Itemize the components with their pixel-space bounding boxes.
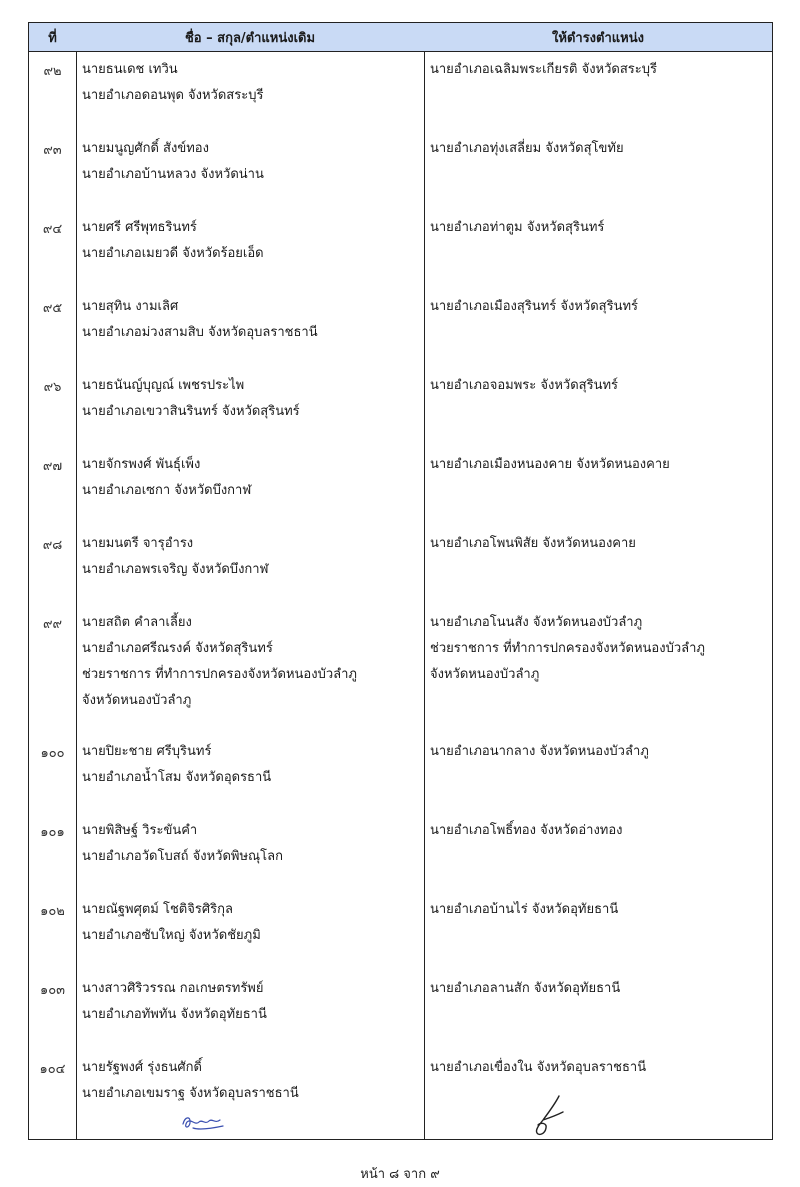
name-line: นายสถิต คำลาเลี้ยง xyxy=(82,615,192,630)
row-number: ๙๓ xyxy=(43,143,62,158)
row-number: ๙๕ xyxy=(42,301,63,316)
table-row xyxy=(29,526,772,605)
new-position-cell xyxy=(424,971,772,1050)
table-row xyxy=(29,368,772,447)
page-number: หน้า ๘ จาก ๙ xyxy=(360,1167,440,1182)
table-row xyxy=(29,892,772,971)
name-line: นายธนันญ์บุญณ์ เพชรประไพ xyxy=(82,378,245,393)
name-cell xyxy=(76,526,424,605)
table-row xyxy=(29,605,772,734)
name-cell xyxy=(76,289,424,368)
row-number: ๙๔ xyxy=(42,222,63,237)
name-line: นายอำเภอซับใหญ่ จังหวัดชัยภูมิ xyxy=(82,928,261,943)
row-number: ๑๐๔ xyxy=(39,1062,66,1077)
table-body xyxy=(29,52,772,1129)
new-position-cell xyxy=(424,131,772,210)
name-line: นายอำเภอม่วงสามสิบ จังหวัดอุบลราชธานี xyxy=(82,325,318,340)
new-position-cell xyxy=(424,813,772,892)
name-line: ช่วยราชการ ที่ทำการปกครองจังหวัดหนองบัวลำภู xyxy=(82,667,357,682)
new-position-cell xyxy=(424,52,772,131)
name-cell xyxy=(76,368,424,447)
name-line: นางสาวศิริวรรณ กอเกษตรทรัพย์ xyxy=(82,981,264,996)
table-row xyxy=(29,52,772,131)
name-line: นายอำเภอทัพทัน จังหวัดอุทัยธานี xyxy=(82,1007,267,1022)
new-position-line: นายอำเภอท่าตูม จังหวัดสุรินทร์ xyxy=(430,220,605,235)
name-line: จังหวัดหนองบัวลำภู xyxy=(82,693,192,708)
table-row xyxy=(29,131,772,210)
new-position-cell xyxy=(424,734,772,813)
name-line: นายรัฐพงศ์ รุ่งธนศักดิ์ xyxy=(82,1060,202,1075)
row-number: ๑๐๒ xyxy=(40,904,65,919)
name-line: นายณัฐพศุตม์ โชติจิรศิริกุล xyxy=(82,902,233,917)
name-cell xyxy=(76,210,424,289)
new-position-line: นายอำเภอเมืองสุรินทร์ จังหวัดสุรินทร์ xyxy=(430,299,639,314)
new-position-line: นายอำเภอโพธิ์ทอง จังหวัดอ่างทอง xyxy=(430,823,623,838)
name-cell xyxy=(76,1050,424,1129)
new-position-line: นายอำเภอเขื่องใน จังหวัดอุบลราชธานี xyxy=(430,1060,647,1075)
new-position-line: นายอำเภอทุ่งเสลี่ยม จังหวัดสุโขทัย xyxy=(430,141,624,156)
new-position-cell xyxy=(424,447,772,526)
name-cell xyxy=(76,813,424,892)
name-line: นายอำเภอเซกา จังหวัดบึงกาฬ xyxy=(82,483,252,498)
table-row xyxy=(29,971,772,1050)
header-no: ที่ xyxy=(48,30,57,46)
new-position-cell xyxy=(424,289,772,368)
name-line: นายอำเภอศรีณรงค์ จังหวัดสุรินทร์ xyxy=(82,641,273,656)
name-line: นายอำเภอน้ำโสม จังหวัดอุดรธานี xyxy=(82,770,272,785)
table-row xyxy=(29,447,772,526)
name-line: นายอำเภอเมยวดี จังหวัดร้อยเอ็ด xyxy=(82,246,264,261)
table-row xyxy=(29,813,772,892)
name-cell xyxy=(76,447,424,526)
row-number: ๙๙ xyxy=(42,617,63,632)
new-position-cell xyxy=(424,526,772,605)
new-position-line: นายอำเภอลานสัก จังหวัดอุทัยธานี xyxy=(430,981,621,996)
name-cell xyxy=(76,971,424,1050)
row-number: ๙๘ xyxy=(42,538,63,553)
row-number: ๙๖ xyxy=(43,380,62,395)
table-row xyxy=(29,734,772,813)
table-header xyxy=(29,22,772,52)
initials-signature-icon xyxy=(179,1110,229,1134)
table-row xyxy=(29,289,772,368)
name-cell xyxy=(76,892,424,971)
new-position-line: นายอำเภอเฉลิมพระเกียรติ จังหวัดสระบุรี xyxy=(430,62,657,77)
name-cell xyxy=(76,734,424,813)
new-position-line: นายอำเภอโพนพิสัย จังหวัดหนองคาย xyxy=(430,536,636,551)
name-line: นายอำเภอวัดโบสถ์ จังหวัดพิษณุโลก xyxy=(82,849,283,864)
name-line: นายอำเภอดอนพุด จังหวัดสระบุรี xyxy=(82,88,264,103)
header-name: ชื่อ – สกุล/ตำแหน่งเดิม xyxy=(184,30,316,46)
row-number: ๑๐๐ xyxy=(40,746,65,761)
table-row xyxy=(29,210,772,289)
new-position-cell xyxy=(424,210,772,289)
name-line: นายปิยะชาย ศรีบุรินทร์ xyxy=(82,744,212,759)
new-position-line: นายอำเภอบ้านไร่ จังหวัดอุทัยธานี xyxy=(430,902,619,917)
new-position-cell xyxy=(424,368,772,447)
row-number: ๑๐๓ xyxy=(39,983,66,998)
name-line: นายศรี ศรีพุทธรินทร์ xyxy=(82,220,197,235)
row-number: ๙๒ xyxy=(43,64,62,79)
name-cell xyxy=(76,131,424,210)
name-line: นายมนูญศักดิ์ สังข์ทอง xyxy=(82,141,209,156)
row-number: ๙๗ xyxy=(42,459,63,474)
name-line: นายสุทิน งามเลิศ xyxy=(82,299,179,314)
name-line: นายอำเภอเขมราฐ จังหวัดอุบลราชธานี xyxy=(82,1086,299,1101)
name-line: นายอำเภอบ้านหลวง จังหวัดน่าน xyxy=(82,167,264,182)
row-number: ๑๐๑ xyxy=(40,825,65,840)
new-position-line: นายอำเภอนากลาง จังหวัดหนองบัวลำภู xyxy=(430,744,649,759)
new-position-cell xyxy=(424,892,772,971)
signature-icon xyxy=(529,1092,571,1138)
name-line: นายจักรพงศ์ พันธุ์เพ็ง xyxy=(82,457,201,472)
new-position-line: นายอำเภอโนนสัง จังหวัดหนองบัวลำภู xyxy=(430,615,643,630)
name-cell xyxy=(76,605,424,734)
name-line: นายอำเภอพรเจริญ จังหวัดบึงกาฬ xyxy=(82,562,269,577)
new-position-cell xyxy=(424,605,772,734)
header-new-position: ให้ดำรงตำแหน่ง xyxy=(552,30,644,46)
name-line: นายอำเภอเขวาสินรินทร์ จังหวัดสุรินทร์ xyxy=(82,404,300,419)
new-position-line: นายอำเภอเมืองหนองคาย จังหวัดหนองคาย xyxy=(430,457,670,472)
document-table xyxy=(28,22,773,1140)
new-position-line: จังหวัดหนองบัวลำภู xyxy=(430,667,540,682)
new-position-line: นายอำเภอจอมพระ จังหวัดสุรินทร์ xyxy=(430,378,619,393)
name-line: นายธนเดช เทวิน xyxy=(82,62,178,77)
new-position-line: ช่วยราชการ ที่ทำการปกครองจังหวัดหนองบัวลำภู xyxy=(430,641,705,656)
name-line: นายมนตรี จารุอำรง xyxy=(82,536,194,551)
table-row xyxy=(29,1050,772,1129)
name-line: นายพิสิษฐ์ วิระขันคำ xyxy=(82,823,198,838)
new-position-cell xyxy=(424,1050,772,1129)
name-cell xyxy=(76,52,424,131)
